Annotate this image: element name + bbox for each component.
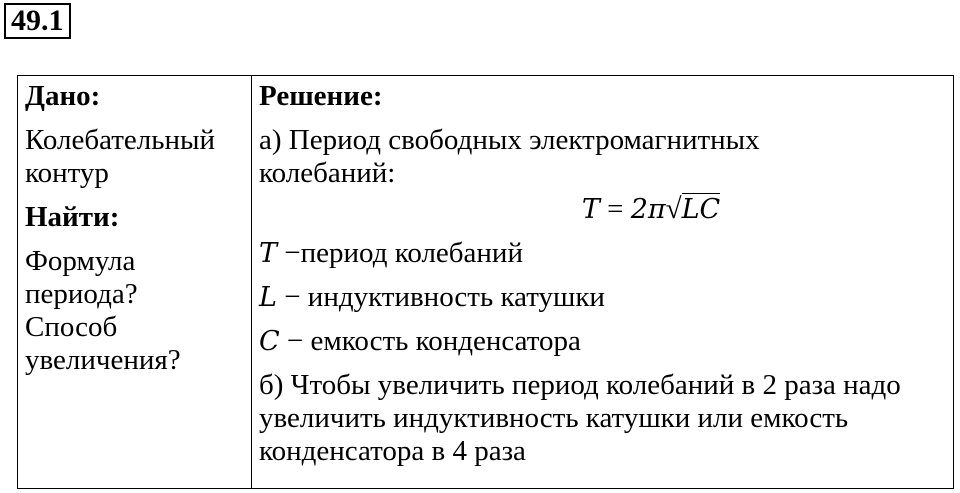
part-b-line: б) Чтобы увеличить период колебаний в 2 раза надо — [259, 369, 901, 401]
find-line: Формула — [25, 245, 136, 277]
definition-dash: − — [284, 237, 301, 269]
part-a-line: колебаний: — [259, 157, 396, 189]
given-line: контур — [25, 157, 109, 189]
formula-lhs: T — [581, 194, 600, 225]
find-line: Способ — [25, 311, 118, 343]
formula-eq: = — [607, 193, 624, 225]
given-find-column — [18, 76, 252, 489]
find-text — [25, 245, 251, 377]
sqrt-sign: √ — [665, 193, 682, 225]
find-line: периода? — [25, 278, 138, 310]
part-a-text — [259, 124, 953, 190]
definition-symbol: T — [259, 238, 278, 269]
definition-symbol: C — [259, 326, 280, 357]
definition-dash: − — [284, 281, 301, 313]
solution-column — [252, 76, 954, 489]
given-line: Колебательный — [25, 124, 216, 156]
problem-number-badge: 49.1 — [4, 3, 71, 39]
solution-heading: Решение: — [259, 80, 383, 112]
part-a-line: а) Период свободных электромагнитных — [259, 124, 760, 156]
part-b-text — [259, 369, 953, 468]
definition-row — [259, 237, 953, 270]
definition-text: индуктивность катушки — [307, 281, 605, 313]
part-b-line: конденсатора в 4 раза — [259, 435, 526, 467]
given-heading: Дано: — [25, 80, 101, 112]
definition-text: емкость конденсатора — [310, 325, 581, 357]
definition-symbol: L — [259, 282, 277, 313]
formula-coef: 2π — [630, 194, 666, 225]
solution-table — [17, 75, 954, 489]
definition-row — [259, 325, 953, 358]
definition-row — [259, 281, 953, 314]
definition-text: период колебаний — [300, 237, 523, 269]
period-formula — [259, 193, 953, 226]
definition-dash: − — [286, 325, 304, 357]
part-b-line: увеличить индуктивность катушки или емкость — [259, 402, 849, 434]
find-line: увеличения? — [25, 344, 181, 376]
find-heading: Найти: — [25, 201, 120, 233]
given-text — [25, 124, 251, 190]
formula-radicand: LC — [681, 194, 721, 225]
